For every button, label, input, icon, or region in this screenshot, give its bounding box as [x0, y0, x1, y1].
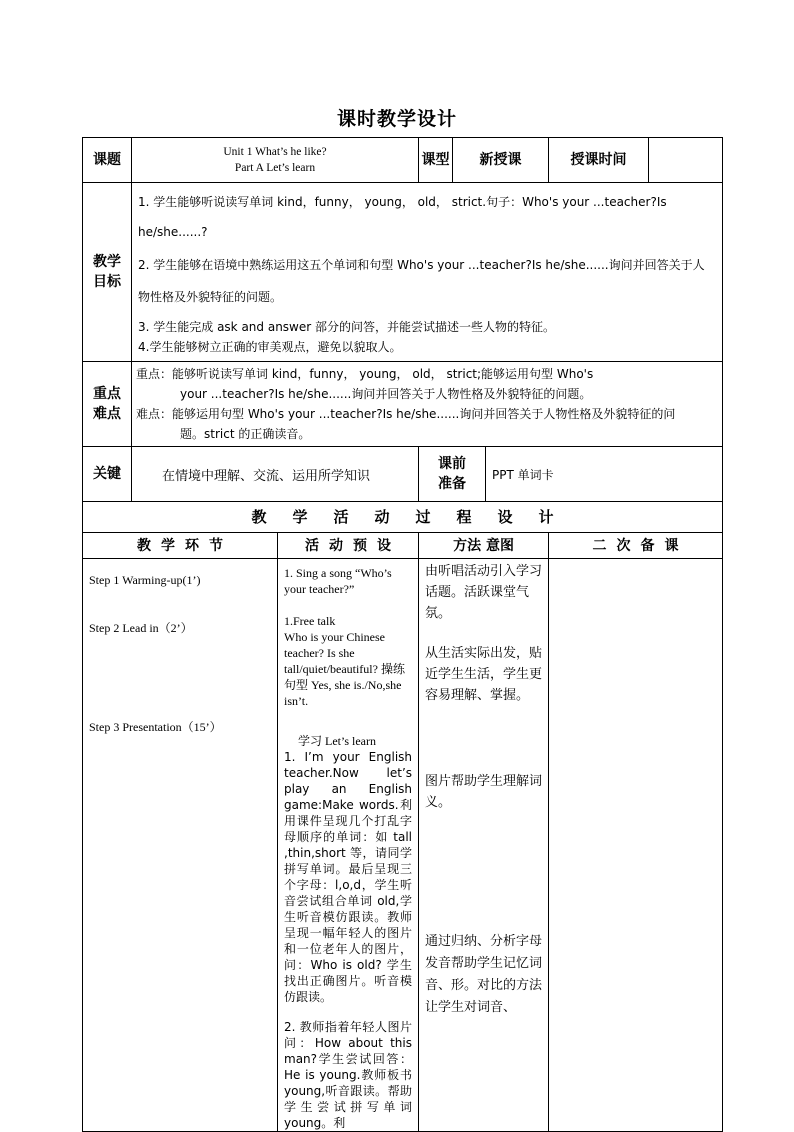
- methods-column: [419, 559, 549, 1132]
- activity-text: 1. I’m your English teacher.Now let’s play an English game:Make words.利用课件呈现几个打乱字母顺序的单词：如 tall ,thin,short 等，请同学拼写单词。最后呈现三个字母：l,o,d，学生听音尝试组合单词 old,学生听音模仿跟读。教师呈现一幅年轻人的图片和一位老年人的图片，问：Who is old? 学生找出正确图片。听音模仿跟读。: [284, 750, 413, 1004]
- topic-label: 课题: [83, 138, 132, 183]
- document-title: 课时教学设计: [336, 108, 457, 130]
- method-text: 由听唱活动引入学习话题。活跃课堂气氛。: [425, 564, 543, 621]
- key-point-line: your ...teacher?Is he/she......询问并回答关于人物性格及外貌特征的问题。: [180, 387, 592, 401]
- col-header-step: 教学环节: [83, 533, 278, 559]
- difficulty-line: 题。strict 的正确读音。: [180, 427, 311, 441]
- activity-text: 学习 Let’s learn: [298, 734, 376, 748]
- key-value: 在情境中理解、交流、运用所学知识: [132, 447, 419, 502]
- type-label: 课型: [419, 138, 453, 183]
- objective-item: 3. 学生能完成 ask and answer 部分的问答，并能尝试描述一些人物的特征。: [138, 320, 555, 334]
- steps-column: [83, 559, 278, 1132]
- col-header-activity: 活动预设: [278, 533, 419, 559]
- prep-value: PPT 单词卡: [486, 447, 723, 502]
- type-value: 新授课: [453, 138, 549, 183]
- method-text: 图片帮助学生理解词义。: [425, 774, 543, 810]
- step-label: Step 3 Presentation（15’）: [89, 720, 222, 734]
- objectives-list: [132, 183, 723, 362]
- lesson-plan-table: [82, 137, 723, 1132]
- step-label: Step 2 Lead in（2’）: [89, 621, 193, 635]
- activity-text: 2. 教师指着年轻人图片问：How about this man?学生尝试回答：He is young.教师板书 young,听音跟读。帮助学生尝试拼写单词 young。利: [284, 1020, 413, 1130]
- activity-text: 1. Sing a song “Who’s your teacher?”: [284, 566, 392, 596]
- objective-item: 2. 学生能够在语境中熟练运用这五个单词和句型 Who's your ...teacher?Is he/she......询问并回答关于人物性格及外貌特征的问题。: [138, 258, 705, 304]
- method-text: 从生活实际出发，贴近学生生活，学生更容易理解、掌握。: [425, 646, 543, 703]
- prep-label: 课前准备: [419, 447, 486, 502]
- key-point-line: 重点：能够听说读写单词 kind，funny， young， old， strict;能够运用句型 Who's: [136, 367, 594, 381]
- step-label: Step 1 Warming-up(1’): [89, 573, 201, 587]
- process-title: 教学活动过程设计: [83, 502, 723, 533]
- time-label: 授课时间: [549, 138, 649, 183]
- method-text: 通过归纳、分析字母发音帮助学生记忆词音、形。对比的方法让学生对词音、: [425, 934, 543, 1015]
- topic-value: Unit 1 What’s he like? Part A Let’s learn: [132, 138, 419, 183]
- activities-column: [278, 559, 419, 1132]
- key-points-label: 重点难点: [83, 362, 132, 447]
- key-points-content: [132, 362, 723, 447]
- time-value: [649, 138, 723, 183]
- objectives-label: 教学目标: [83, 183, 132, 362]
- key-label: 关键: [83, 447, 132, 502]
- col-header-revision: 二次备课: [549, 533, 723, 559]
- col-header-method: 方法 意图: [419, 533, 549, 559]
- objective-item: 4.学生能够树立正确的审美观点，避免以貌取人。: [138, 340, 402, 354]
- revision-column: [549, 559, 723, 1132]
- activity-text: Who is your Chinese teacher? Is she tall/quiet/beautiful? 操练句型 Yes, she is./No,she isn’t.: [284, 630, 405, 708]
- objective-item: 1. 学生能够听说读写单词 kind，funny， young， old， strict.句子：Who's your ...teacher?Is he/she......?: [138, 195, 667, 239]
- activity-text: 1.Free talk: [284, 614, 336, 628]
- difficulty-line: 难点：能够运用句型 Who's your ...teacher?Is he/she......询问并回答关于人物性格及外貌特征的问: [136, 407, 676, 421]
